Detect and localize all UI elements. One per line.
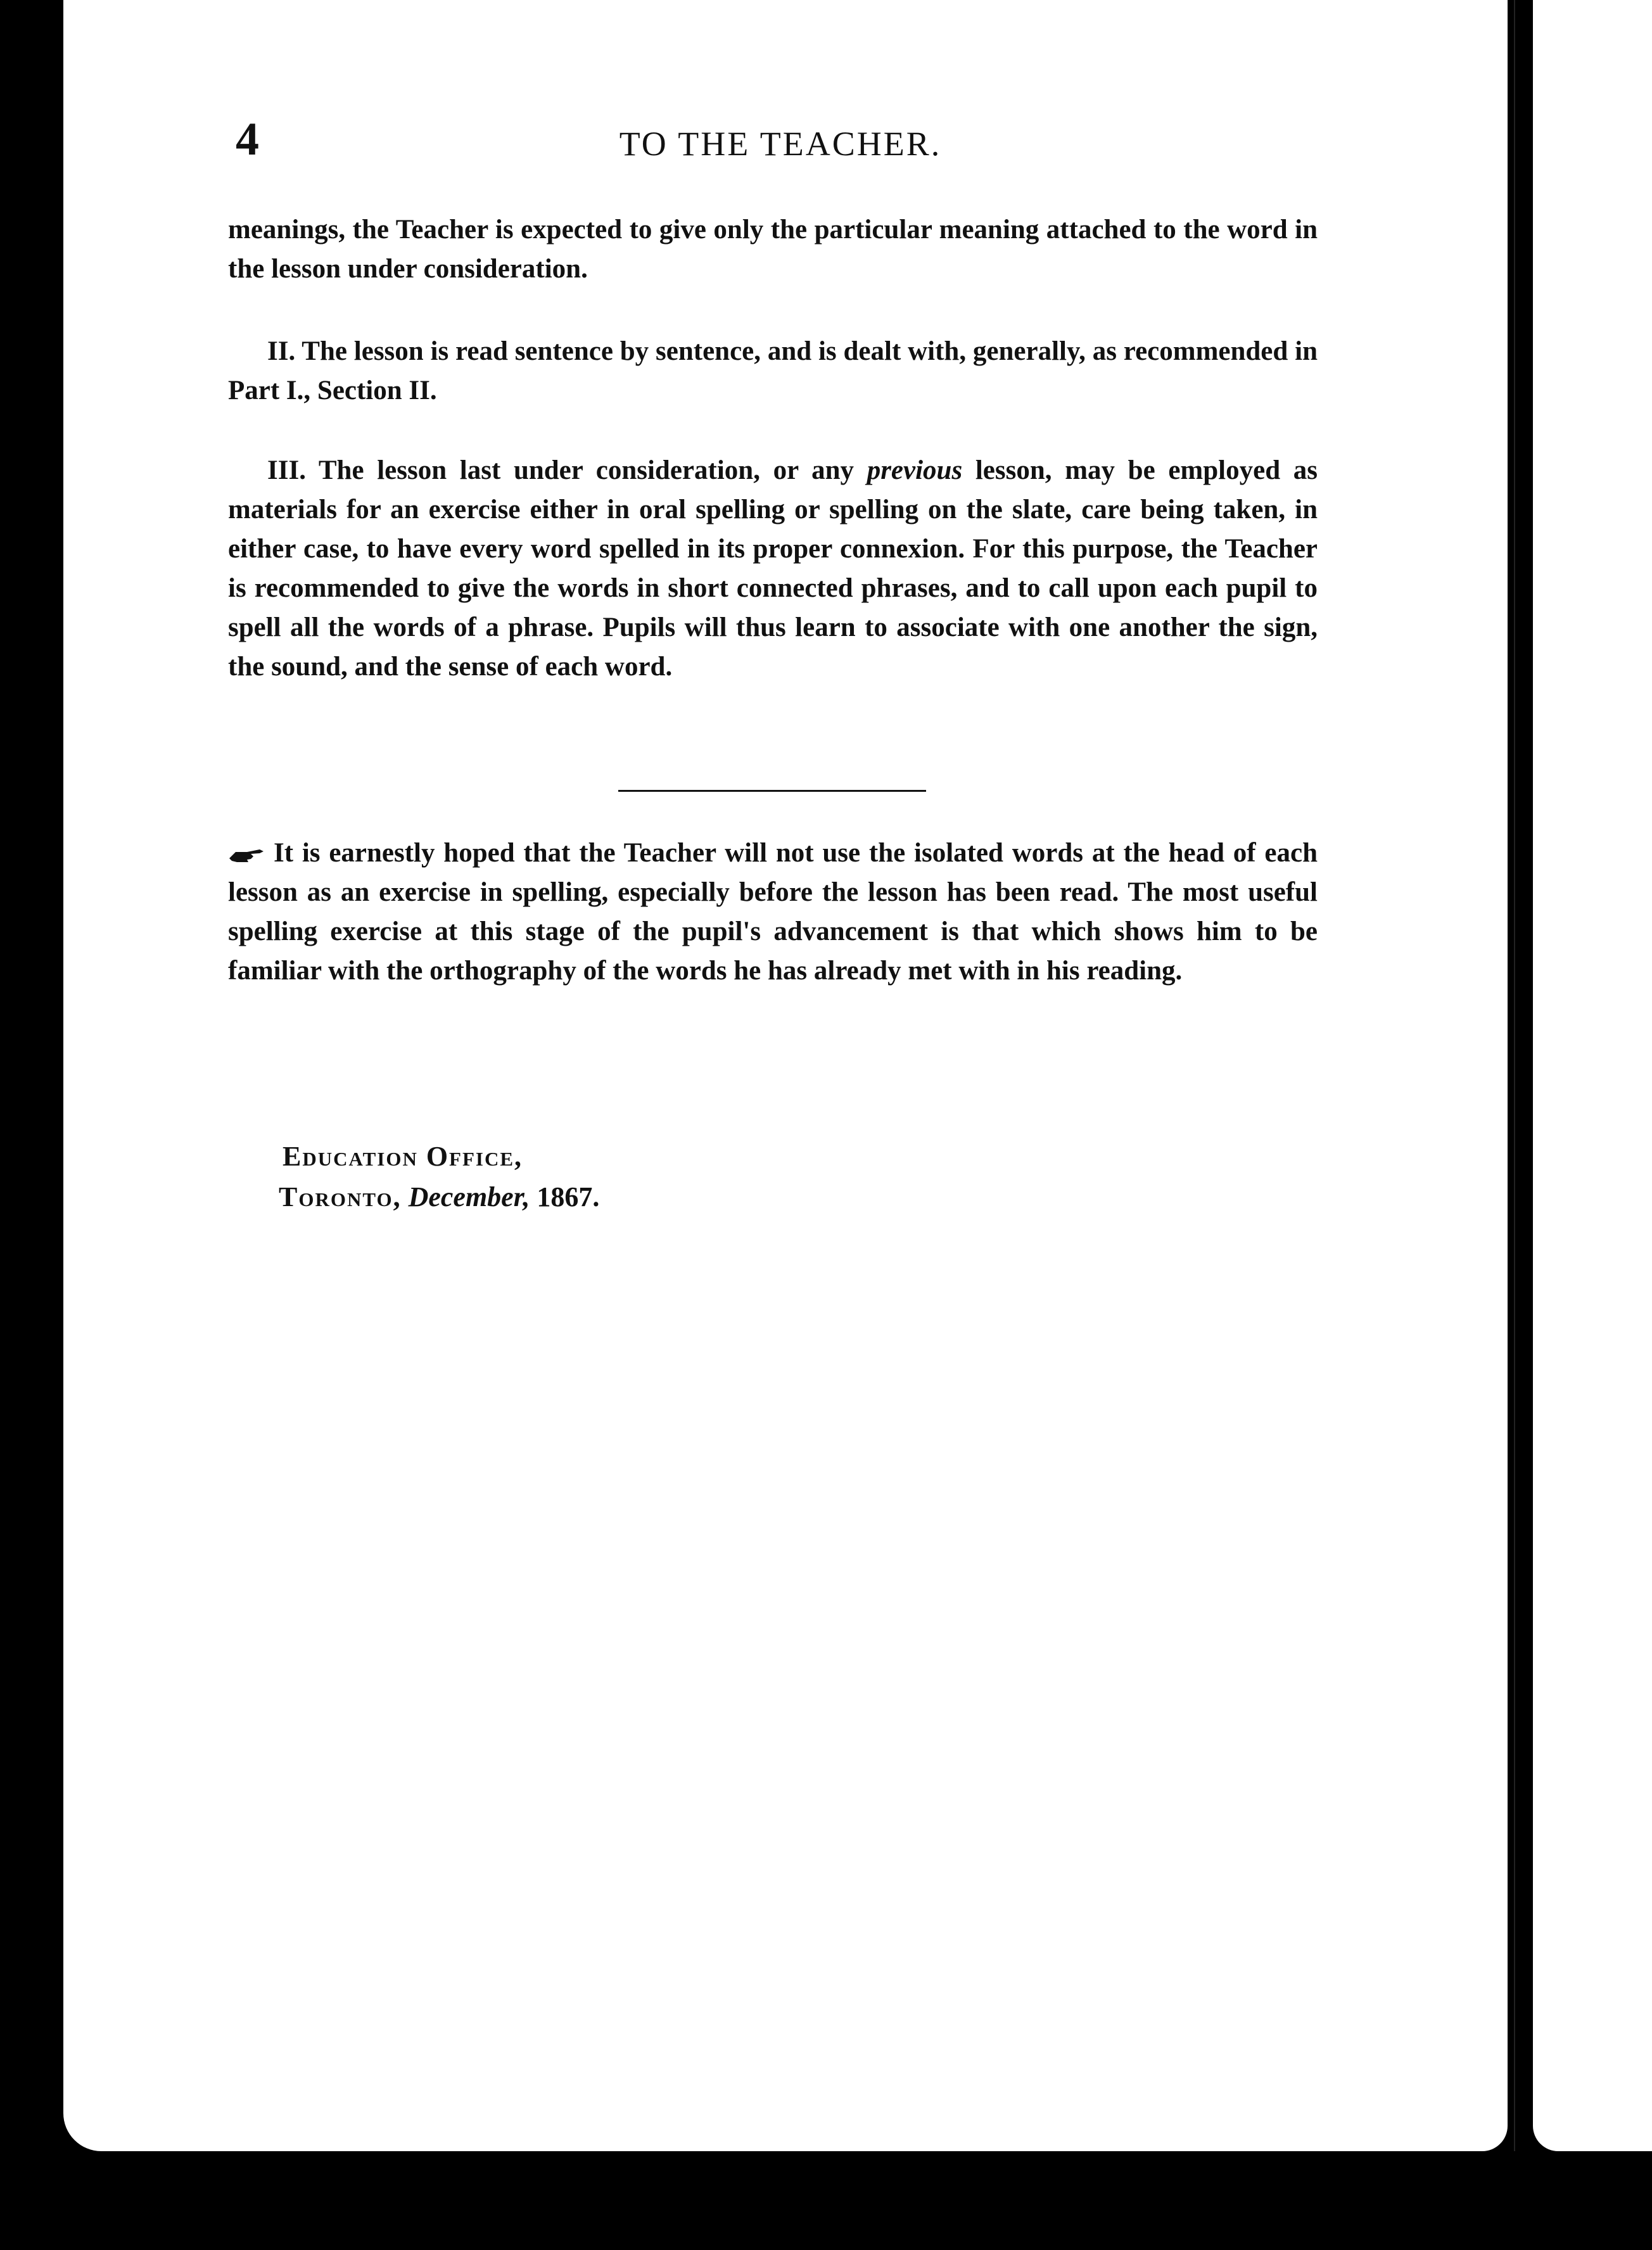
section-divider xyxy=(618,790,926,792)
signoff-place-date xyxy=(279,1177,599,1217)
signoff xyxy=(279,1136,600,1217)
signoff-month: December, xyxy=(408,1181,530,1212)
emphasized-word: previous xyxy=(867,455,963,485)
paragraph-continued: meanings, the Teacher is expected to give only the particular meaning attached to the word in the lesson under consideration. xyxy=(228,215,1318,284)
paragraph-section-ii: II. The lesson is read sentence by sentence, and is dealt with, generally, as recommended in Part I., Section II. xyxy=(228,336,1318,405)
book-page xyxy=(63,0,1508,2151)
adjacent-page-edge xyxy=(1514,0,1652,2151)
pointing-hand-icon xyxy=(228,846,265,865)
adjacent-page xyxy=(1533,0,1652,2151)
page-gutter xyxy=(1514,0,1515,2151)
signoff-year: 1867. xyxy=(537,1181,600,1212)
paragraph-section-iii xyxy=(228,451,1318,687)
signoff-place: Toronto, xyxy=(279,1181,402,1212)
page-header xyxy=(236,113,1325,170)
note-text: It is earnestly hoped that the Teacher will not use the isolated words at the head of each lesson as an exercise in spelling, especially before the lesson has been read. The most useful spelling exercise at this stage of the pupil's advancement is that which shows him to be familiar with the orthography of the words he has already met with in his reading. xyxy=(228,838,1318,986)
paragraph-section-iii-end: lesson, may be employed as materials for an exercise either in oral spelling or spelling on the slate, care being taken, in either case, to have every word spelled in its proper connexion. For this purpose, the Teacher is recommended to give the words in short connected phrases, and to call upon each pupil to spell all the words of a phrase. Pupils will thus learn to associate with one another the sign, the sound, and the sense of each word. xyxy=(228,455,1318,682)
paragraph-note xyxy=(228,834,1318,991)
running-head: TO THE TEACHER. xyxy=(619,125,942,163)
page-number: 4 xyxy=(236,113,259,165)
paragraph-section-iii-start: III. The lesson last under consideration, or any xyxy=(267,455,867,485)
signoff-office: Education Office, xyxy=(283,1141,523,1172)
